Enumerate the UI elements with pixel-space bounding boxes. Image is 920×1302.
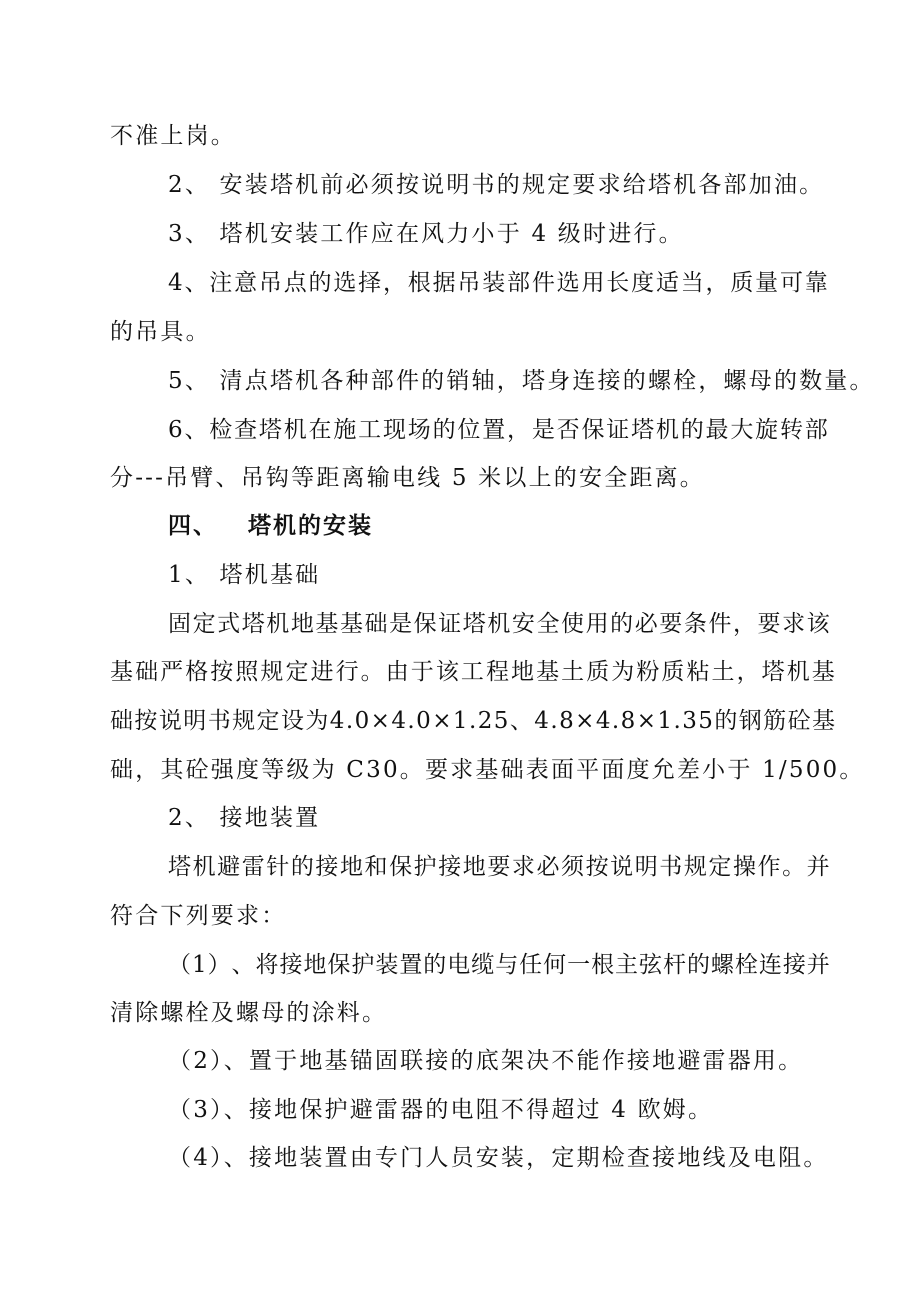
list-item-6-continuation: 分---吊臂、吊钩等距离输电线 5 米以上的安全距离。 <box>110 465 705 491</box>
paragraph-foundation-line-2: 基 础 严 格 按 照 规 定 进 行 。 由 于 该 工 程 地 基 土 质 为 粉 质 粘 土 ， 塔 机 基 <box>110 659 835 685</box>
paragraph-grounding-line-2: 符合下列要求： <box>110 903 287 929</box>
paragraph-foundation-line-1: 固 定 式 塔 机 地 基 基 础 是 保 证 塔 机 安 全 使 用 的 必 要 条 件 ， 要 求 该 <box>168 611 830 637</box>
list-item-3: 3、 塔机安装工作应在风力小于 4 级时进行。 <box>168 221 684 247</box>
subsection-heading-2: 2、 接地装置 <box>168 805 321 831</box>
text-line-1: 不准上岗。 <box>110 123 236 149</box>
requirement-1: （ 1 ） 、 将 接 地 保 护 装 置 的 电 缆 与 任 何 一 根 主 弦 杆 的 螺 栓 连 接 并 <box>168 952 830 978</box>
paragraph-foundation-line-4: 础，其砼强度等级为 C30。要求基础表面平面度允差小于 1/500。 <box>110 757 865 783</box>
paragraph-foundation-line-3: 础 按 说 明 书 规 定 设 为 4 . 0 × 4 . 0 × 1 . 2 5 、 4 . 8 × 4 . 8 × 1 . 3 5 的 钢 筋 砼 基 <box>110 708 835 734</box>
subsection-heading-1: 1、 塔机基础 <box>168 562 321 588</box>
list-item-2: 2、 安装塔机前必须按说明书的规定要求给塔机各部加油。 <box>168 172 825 198</box>
list-item-4-continuation: 的吊具。 <box>110 319 211 345</box>
section-heading: 四、 塔机的安装 <box>168 513 374 539</box>
list-item-6: 6 、 检 查 塔 机 在 施 工 现 场 的 位 置 ， 是 否 保 证 塔 机 的 最 大 旋 转 部 <box>168 417 828 443</box>
requirement-4: （4）、接地装置由专门人员安装，定期检查接地线及电阻。 <box>168 1145 829 1171</box>
requirement-3: （3）、接地保护避雷器的电阻不得超过 4 欧姆。 <box>168 1097 714 1123</box>
requirement-2: （2）、置于地基锚固联接的底架决不能作接地避雷器用。 <box>168 1048 804 1074</box>
requirement-1-continuation: 清除螺栓及螺母的涂料。 <box>110 1000 388 1026</box>
paragraph-grounding-line-1: 塔 机 避 雷 针 的 接 地 和 保 护 接 地 要 求 必 须 按 说 明 书 规 定 操 作 。 并 <box>168 854 830 880</box>
list-item-4: 4 、 注 意 吊 点 的 选 择 ， 根 据 吊 装 部 件 选 用 长 度 适 当 ， 质 量 可 靠 <box>168 270 828 296</box>
list-item-5: 5、 清点塔机各种部件的销轴，塔身连接的螺栓，螺母的数量。 <box>168 368 875 394</box>
